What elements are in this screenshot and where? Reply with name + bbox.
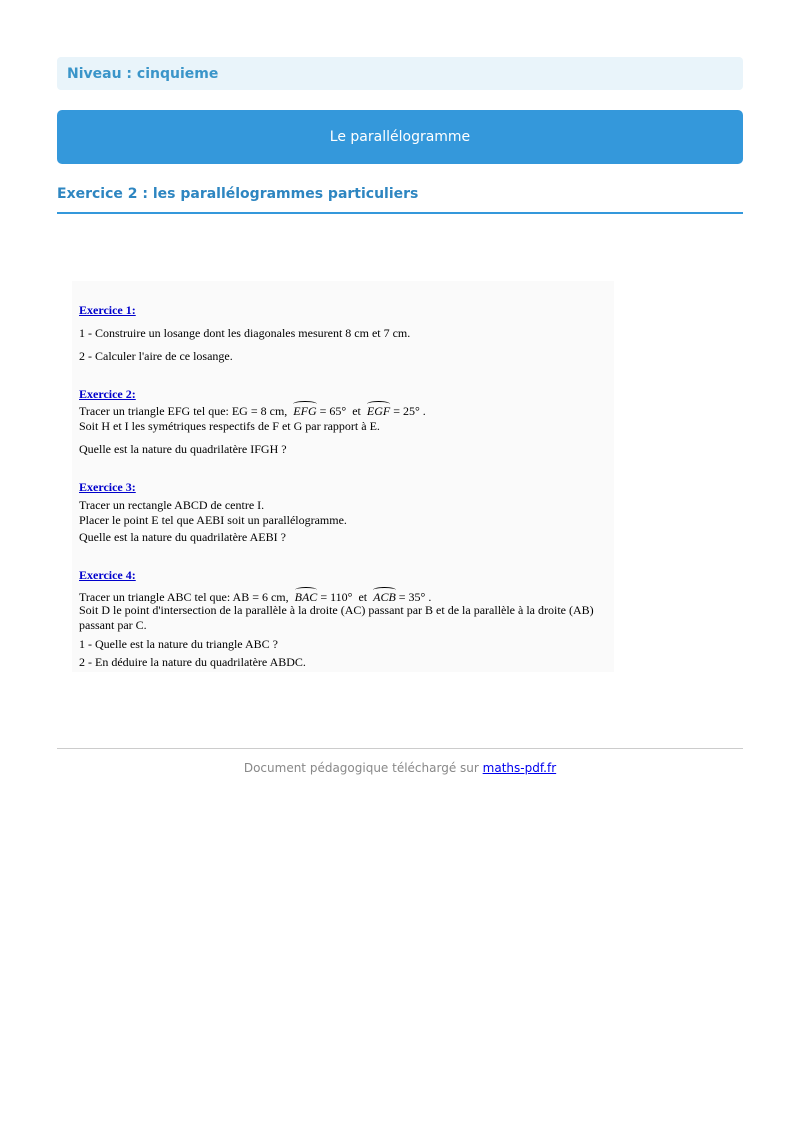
ex4-line1-text: Tracer un triangle ABC tel que: AB = 6 cm, (79, 590, 289, 604)
page-title-banner (57, 110, 743, 164)
ex4-line5: 2 - En déduire la nature du quadrilatère ABDC. (79, 655, 306, 669)
ex1-line2: 2 - Calculer l'aire de ce losange. (79, 349, 233, 363)
ex2-line1 (79, 404, 426, 418)
angle-efg: EFG (293, 404, 317, 418)
ex2-line1-text: Tracer un triangle EFG tel que: EG = 8 cm, (79, 404, 288, 418)
heading-divider (57, 212, 743, 214)
footer-divider (57, 748, 743, 749)
ex4-line1 (79, 590, 431, 604)
footer-link[interactable]: maths-pdf.fr (482, 761, 557, 775)
angle-bac: BAC (294, 590, 318, 604)
exercise-image (72, 281, 614, 672)
ex1-heading: Exercice 1: (79, 303, 136, 317)
angle-egf: EGF (366, 404, 391, 418)
footer (57, 761, 743, 775)
angle-efg-value: = 65° (319, 404, 347, 418)
ex2-conj: et (352, 404, 361, 418)
ex3-line2: Placer le point E tel que AEBI soit un parallélogramme. (79, 513, 347, 527)
exercise-heading: Exercice 2 : les parallélogrammes particuliers (57, 186, 419, 202)
ex2-heading: Exercice 2: (79, 387, 136, 401)
ex3-line1: Tracer un rectangle ABCD de centre I. (79, 498, 265, 512)
level-label: Niveau : cinquieme (67, 65, 219, 82)
ex4-line4: 1 - Quelle est la nature du triangle ABC ? (79, 637, 278, 651)
ex3-line3: Quelle est la nature du quadrilatère AEBI ? (79, 530, 286, 544)
ex1-line1: 1 - Construire un losange dont les diagonales mesurent 8 cm et 7 cm. (79, 326, 411, 340)
page-title: Le parallélogramme (329, 129, 471, 145)
footer-text: Document pédagogique téléchargé sur (243, 761, 479, 775)
ex2-line3: Quelle est la nature du quadrilatère IFGH ? (79, 442, 287, 456)
ex4-line3: passant par C. (79, 618, 147, 632)
angle-acb-value: = 35° . (398, 590, 432, 604)
angle-acb: ACB (373, 590, 396, 604)
angle-egf-value: = 25° . (393, 404, 426, 418)
level-banner (57, 57, 743, 90)
angle-bac-value: = 110° (320, 590, 353, 604)
ex4-line2: Soit D le point d'intersection de la parallèle à la droite (AC) passant par B et de la parallèle à la droite (AB) (79, 603, 594, 617)
ex2-line2: Soit H et I les symétriques respectifs de F et G par rapport à E. (79, 419, 380, 433)
ex4-heading: Exercice 4: (79, 568, 136, 582)
ex3-heading: Exercice 3: (79, 480, 136, 494)
ex4-conj: et (358, 590, 368, 604)
